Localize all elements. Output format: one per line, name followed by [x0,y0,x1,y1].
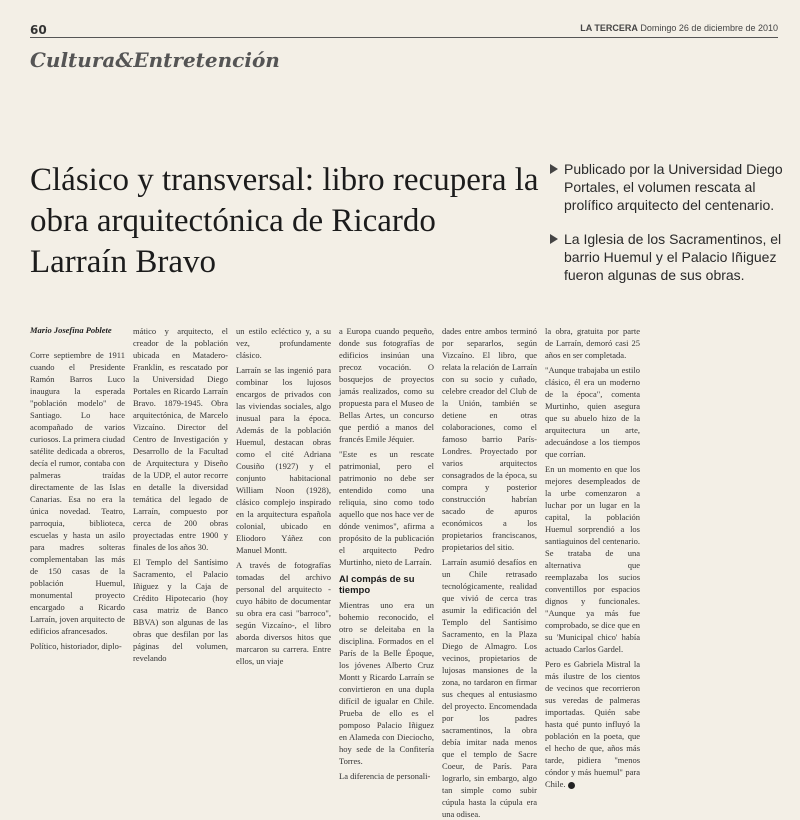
paragraph: Político, historiador, diplo- [30,641,122,651]
paragraph: Corre septiembre de 1911 cuando el Presidente Ramón Barros Luco inaugura la esperada "población modelo" de Santiago. Lo hace acompañado de varios curiosos. La primera ciudad satélite dedicada a obreros, decía el rumor, contaba con palmeras traídas directamente de las Islas Canarias. Esa no era la única novedad. Teatro, parroquia, biblioteca, escuelas y hasta un asilo para madres solteras complementaban las más de 150 casas de la población Huemul, monumental proyecto encargado a Ricardo Larraín, joven arquitecto de edificios afrancesados. [30,350,125,636]
masthead-brand: LA TERCERA [580,23,638,33]
paragraph: Larraín asumió desafíos en un Chile retrasado tecnológicamente, realidad que vivió de cerca tras asumir la edificación del Templo del Santísimo Sacramento, en la Plaza Diego de Almagro. Los vecinos, propietarios de lujosas mansiones de la zona, no tardaron en firmar sus cheques al entusiasmo del proyecto. Encomendada por los padres sacramentinos, la obra debía imitar nada menos que el templo de Sacre Coeur, de París. Para lograrlo, sin embargo, algo tan simple como subir cúpula hasta la cúpula era una odisea. [442,557,537,819]
paragraph: "Aunque trabajaba un estilo clásico, él era un moderno de la época", comenta Murtinho, quien asegura que su abuelo hizo de la arquitectura un arte, adecuándose a los tiempos que corrían. [545,365,640,459]
masthead [580,23,778,33]
body-column-6 [545,325,640,789]
body-column-3 [236,325,331,705]
paragraph: Mientras uno era un bohemio reconocido, el otro se deleitaba en la disciplina. Formados en el París de la Belle Époque, los jóvenes Alberto Cruz Montt y Ricardo Larraín se convirtieron en una dupla difícil de igualar en Chile. Prueba de ello es el pomposo Palacio Iñiguez en Alameda con Dieciocho, hoy sede de la Confitería Torres. [339,600,434,766]
paragraph-text: Pero es Gabriela Mistral la más ilustre de los cientos de vecinos que recorrieron sus veredas de palmeras importadas. Quién sabe hasta qué punto influyó la población en la poeta, que el hecho de que, años más tarde, pidiera "menos cóndor y más huemul" para Chile. [545,659,640,789]
end-mark-icon [568,782,575,789]
paragraph: El Templo del Santísimo Sacramento, el Palacio Iñiguez y la Caja de Crédito Hipotecario (hoy casa matriz de Banco BBVA) son algunas de las obras que desfilan por las páginas del volumen, revelando [133,557,228,663]
paragraph: la obra, gratuita por parte de Larraín, demoró casi 25 años en ser completada. [545,326,640,360]
masthead-date: Domingo 26 de diciembre de 2010 [640,23,778,33]
paragraph: dades entre ambos terminó por separarlos, según Vizcaíno. El libro, que relata la relación de Larraín con su socio y cuñado, celebre creador del Club de la Unión, también se detiene en otras colaboraciones, como el famoso barrio París-Londres. Proyectado por varios arquitectos consagrados de la época, su compra y posterior construcción habrían sacado de apuros económicos a los propietarios franciscanos, propietarios del sitio. [442,326,537,552]
article-decks [550,160,788,300]
body-column-1 [30,325,125,705]
paragraph [545,658,640,790]
article-headline: Clásico y transversal: libro recupera la obra arquitectónica de Ricardo Larraín Bravo [30,162,539,280]
article-body [30,325,790,819]
body-column-5 [442,325,537,819]
paragraph: A través de fotografías tomadas del archivo personal del arquitecto -cuyo hábito de documentar su obra era casi "barroco", según Vizcaíno-, el libro aborda diversos hitos que marcaron su carrera. Entre ellos, un viaje [236,560,331,666]
body-column-4 [339,325,434,781]
paragraph: La diferencia de personali- [339,771,431,781]
deck-text: Publicado por la Universidad Diego Portales, el volumen rescata al prolífico arquitecto del centenario. [564,161,783,213]
byline: Mario Josefina Poblete [30,325,112,335]
section-title: Cultura&Entretención [30,48,280,72]
deck-text: La Iglesia de los Sacramentinos, el barrio Huemul y el Palacio Iñiguez fueron algunas de sus obras. [564,231,782,283]
deck-2 [550,230,788,284]
triangle-bullet-icon [550,234,558,244]
triangle-bullet-icon [550,164,558,174]
page-number: 60 [30,23,47,37]
paragraph: En un momento en que los mejores desempleados de la urbe comenzaron a luchar por un lugar en la capital, la población Huemul sorprendió a los santiaguinos del centenario. Se trataba de una alternativa que reemplazaba los sucios conventillos por espacios dignos y funcionales. "Aunque ya más fue comprobado, se dice que en su 'Municipal chico' había actuado Carlos Gardel. [545,464,640,654]
body-column-2 [133,325,228,705]
deck-1 [550,160,788,214]
paragraph: "Este es un rescate patrimonial, pero el patrimonio no debe ser entendido como una reliquia, sino como todo aquello que nos hace ver de dónde venimos", afirma a propósito de la publicación el arquitecto Pedro Murtinho, nieto de Larraín. [339,449,434,567]
paragraph: a Europa cuando pequeño, donde sus fotografías de edificios insinúan una precoz vocación. O bosquejos de proyectos jamás realizados, como su propuesta para el Museo de Bellas Artes, un concurso que perdió a manos del francés Emile Jéquier. [339,326,434,444]
header-rule [30,37,778,38]
subheading: Al compás de su tiempo [339,574,415,596]
paragraph: mático y arquitecto, el creador de la población ubicada en Matadero-Franklin, es rescatado por la Universidad Diego Portales en Ricardo Larraín Bravo. 1879-1945. Obra arquitectónica, de Marcelo Vizcaíno. Director del Centro de Investigación y Desarrollo de la Facultad de Arquitectura y Diseño de la UDP, el autor recorre en detalle la diversidad temática del legado de Larraín, compuesto por cerca de 200 obras proyectadas entre 1900 y finales de los años 30. [133,326,228,552]
paragraph: un estilo ecléctico y, a su vez, profundamente clásico. [236,326,331,360]
paragraph: Larraín se las ingenió para combinar los lujosos encargos de privados con las viviendas sociales, algo inusual para la época. Además de la población Huemul, destacan obras como el cité Adriana Cousiño (1927) y el conjunto habitacional William Noon (1928), clásico complejo inspirado en la arquitectura española colonial, ubicado en Eliodoro Yáñez con Manuel Montt. [236,365,331,555]
